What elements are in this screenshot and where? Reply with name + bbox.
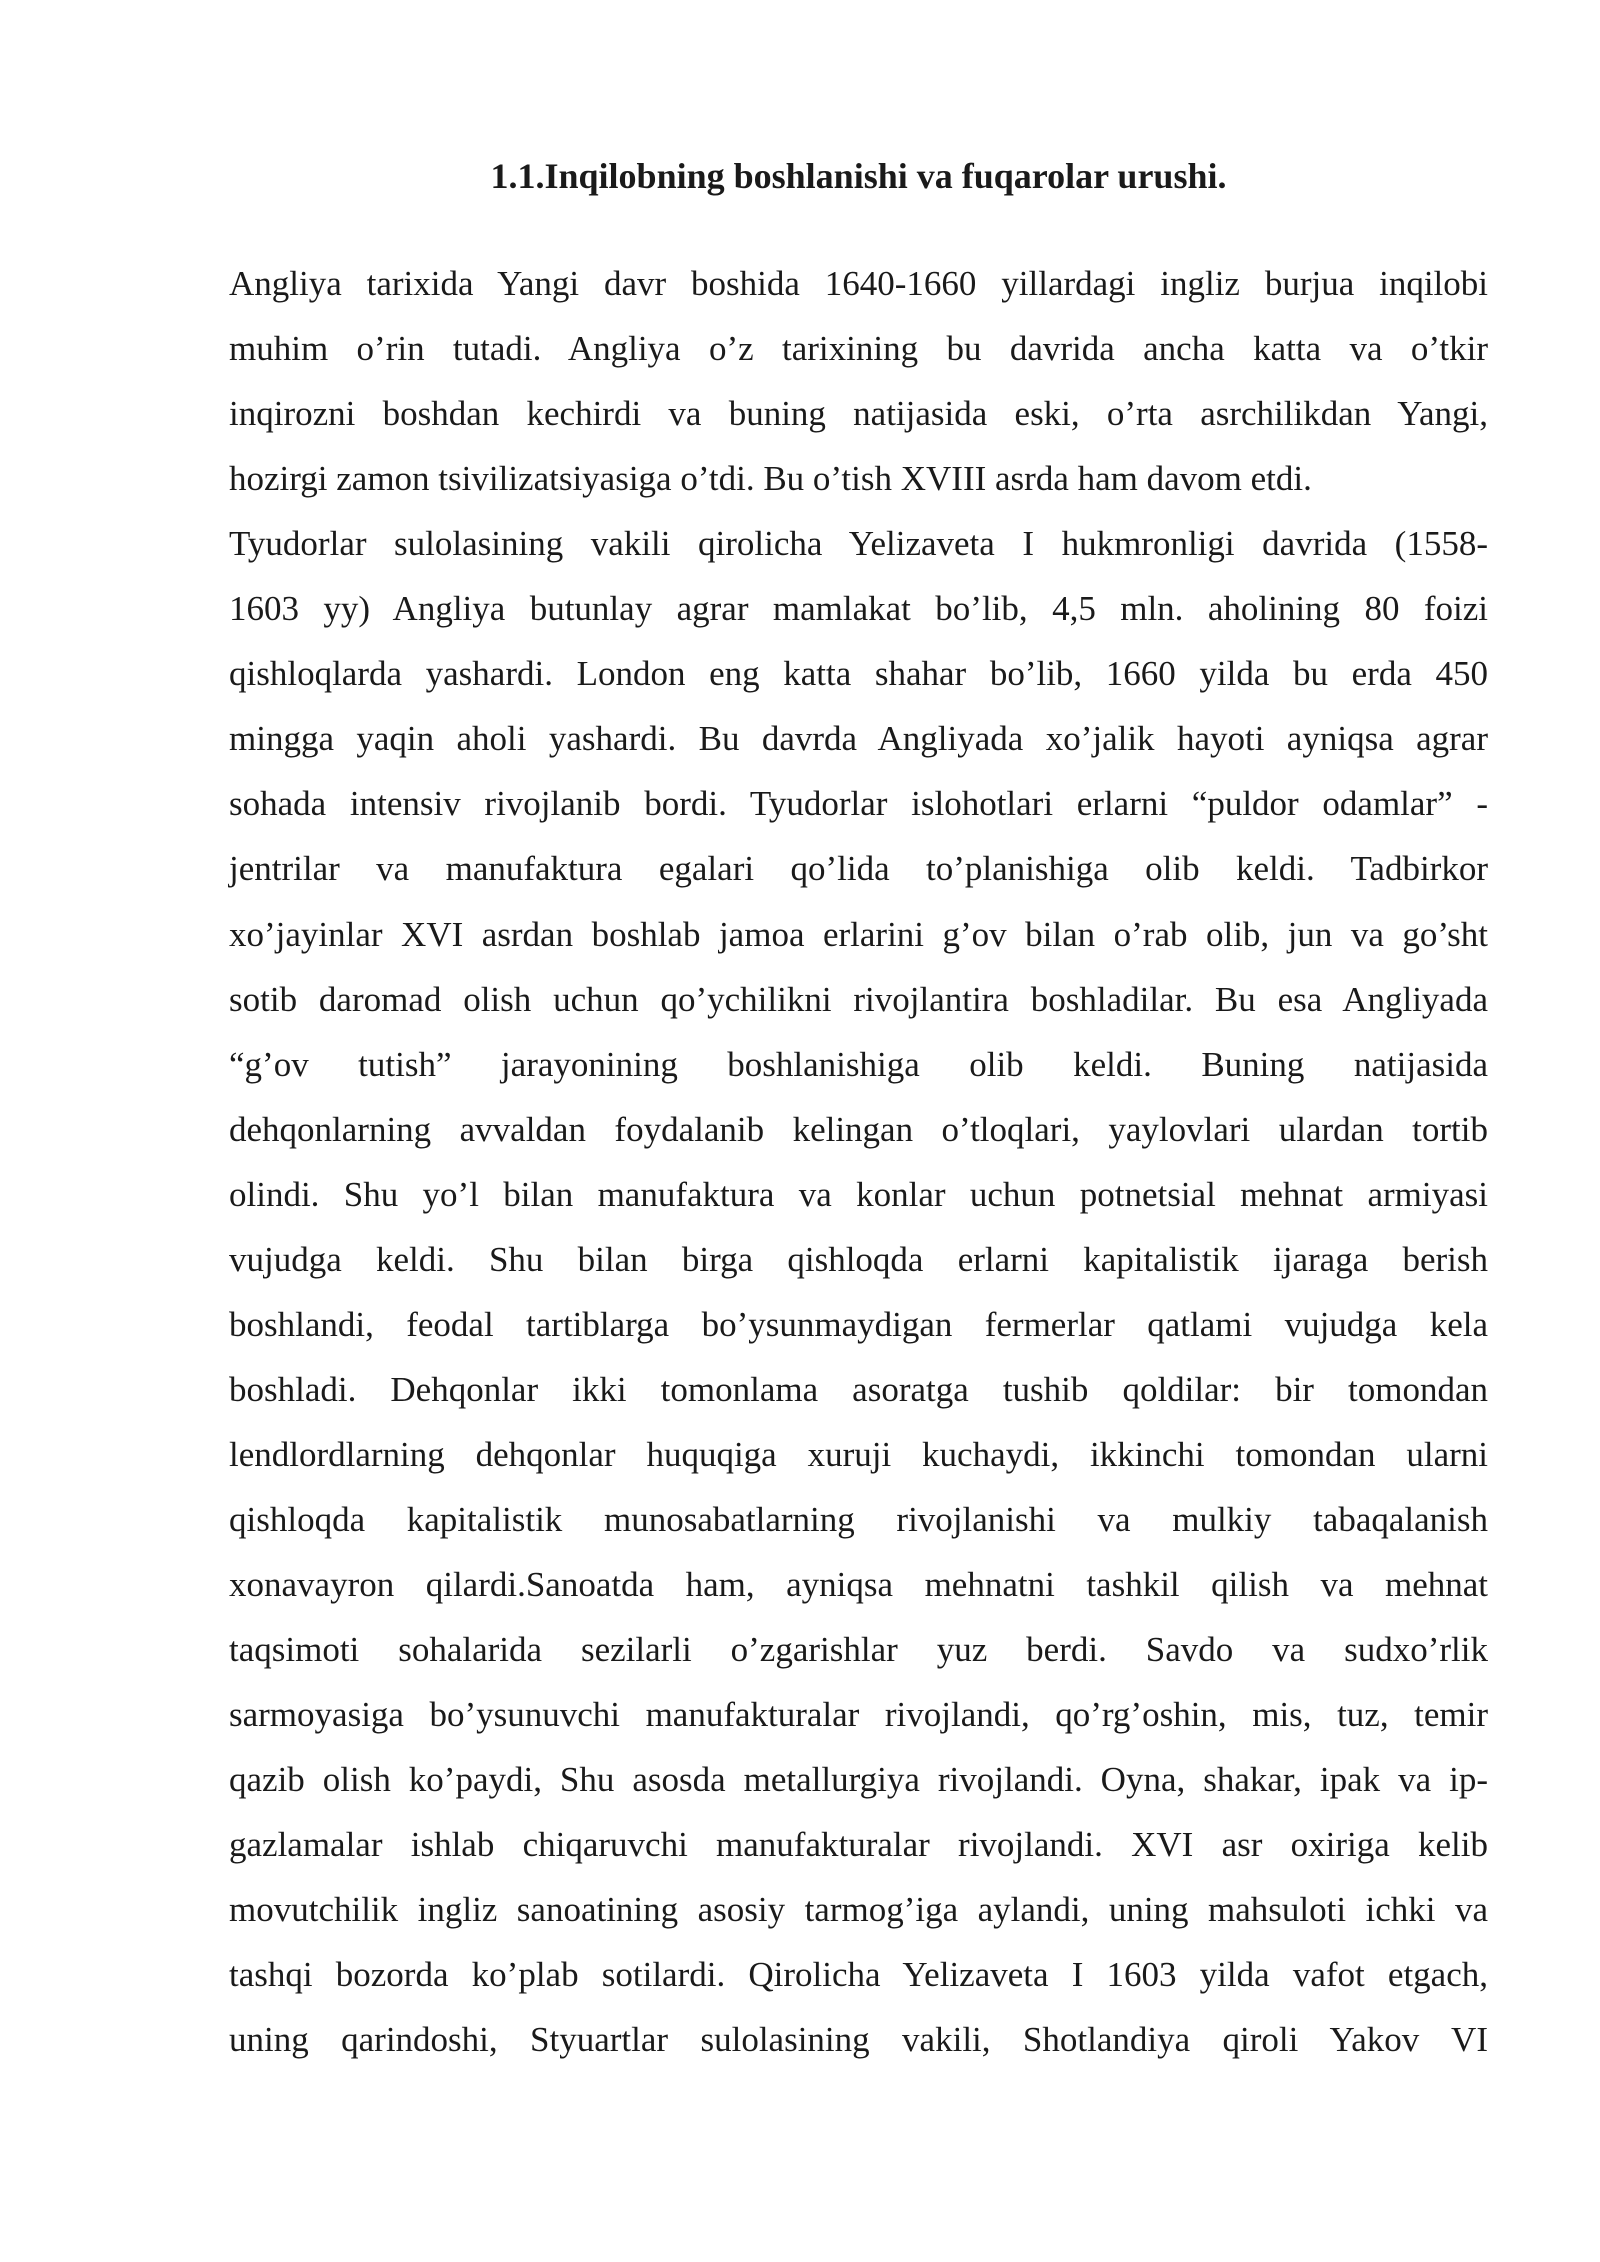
text-line: sarmoyasiga bo’ysunuvchi manufakturalar rivojlandi, qo’rg’oshin, mis, tuz, temir xyxy=(229,1695,1488,1735)
text-line: xonavayron qilardi.Sanoatda ham, ayniqsa mehnatni tashkil qilish va mehnat xyxy=(229,1565,1488,1604)
text-line: vujudga keldi. Shu bilan birga qishloqda erlarni kapitalistik ijaraga berish xyxy=(229,1239,1488,1279)
text-line: Angliya tarixida Yangi davr boshida 1640-1660 yillardagi ingliz burjua inqilobi xyxy=(229,264,1488,303)
text-line: olindi. Shu yo’l bilan manufaktura va konlar uchun potnetsial mehnat armiyasi xyxy=(229,1174,1488,1214)
text-line: boshlandi, feodal tartiblarga bo’ysunmaydigan fermerlar qatlami vujudga kela xyxy=(229,1304,1488,1344)
text-line: qishloqlarda yashardi. London eng katta shahar bo’lib, 1660 yilda bu erda 450 xyxy=(229,654,1488,694)
text-line: muhim o’rin tutadi. Angliya o’z tarixining bu davrida ancha katta va o’tkir xyxy=(229,329,1488,369)
text-line: dehqonlarning avvaldan foydalanib kelingan o’tloqlari, yaylovlari ulardan tortib xyxy=(229,1109,1488,1149)
text-line: lendlordlarning dehqonlar huquqiga xuruji kuchaydi, ikkinchi tomondan ularni xyxy=(229,1434,1488,1474)
text-line: xo’jayinlar XVI asrdan boshlab jamoa erlarini g’ov bilan o’rab olib, jun va go’sht xyxy=(229,914,1488,954)
text-line: qishloqda kapitalistik munosabatlarning rivojlanishi va mulkiy tabaqalanish xyxy=(229,1499,1488,1539)
section-title: 1.1.Inqilobning boshlanishi va fuqarolar urushi. xyxy=(490,156,1227,196)
text-line: jentrilar va manufaktura egalari qo’lida to’planishiga olib keldi. Tadbirkor xyxy=(229,849,1488,889)
text-line: tashqi bozorda ko’plab sotilardi. Qirolicha Yelizaveta I 1603 yilda vafot etgach, xyxy=(229,1955,1488,1995)
text-line: qazib olish ko’paydi, Shu asosda metallurgiya rivojlandi. Oyna, shakar, ipak va ip- xyxy=(229,1760,1488,1800)
text-line: mingga yaqin aholi yashardi. Bu davrda Angliyada xo’jalik hayoti ayniqsa agrar xyxy=(229,719,1488,759)
text-line: sohada intensiv rivojlanib bordi. Tyudorlar islohotlari erlarni “puldor odamlar” - xyxy=(229,784,1488,824)
text-line: 1603 yy) Angliya butunlay agrar mamlakat bo’lib, 4,5 mln. aholining 80 foizi xyxy=(229,589,1488,629)
text-line: Tyudorlar sulolasining vakili qirolicha Yelizaveta I hukmronligi davrida (1558- xyxy=(229,524,1488,564)
text-line: gazlamalar ishlab chiqaruvchi manufakturalar rivojlandi. XVI asr oxiriga kelib xyxy=(229,1825,1488,1865)
text-line: sotib daromad olish uchun qo’ychilikni rivojlantira boshladilar. Bu esa Angliyada xyxy=(229,979,1488,1019)
text-line: uning qarindoshi, Styuartlar sulolasining vakili, Shotlandiya qiroli Yakov VI xyxy=(229,2020,1488,2060)
text-line: hozirgi zamon tsivilizatsiyasiga o’tdi. Bu o’tish XVIII asrda ham davom etdi. xyxy=(229,459,1312,499)
text-line: inqirozni boshdan kechirdi va buning natijasida eski, o’rta asrchilikdan Yangi, xyxy=(229,394,1488,434)
text-line: boshladi. Dehqonlar ikki tomonlama asoratga tushib qoldilar: bir tomondan xyxy=(229,1369,1488,1409)
text-line: “g’ov tutish” jarayonining boshlanishiga olib keldi. Buning natijasida xyxy=(229,1044,1488,1084)
text-line: taqsimoti sohalarida sezilarli o’zgarishlar yuz berdi. Savdo va sudxo’rlik xyxy=(229,1630,1488,1670)
text-line: movutchilik ingliz sanoatining asosiy tarmog’iga aylandi, uning mahsuloti ichki va xyxy=(229,1890,1488,1930)
